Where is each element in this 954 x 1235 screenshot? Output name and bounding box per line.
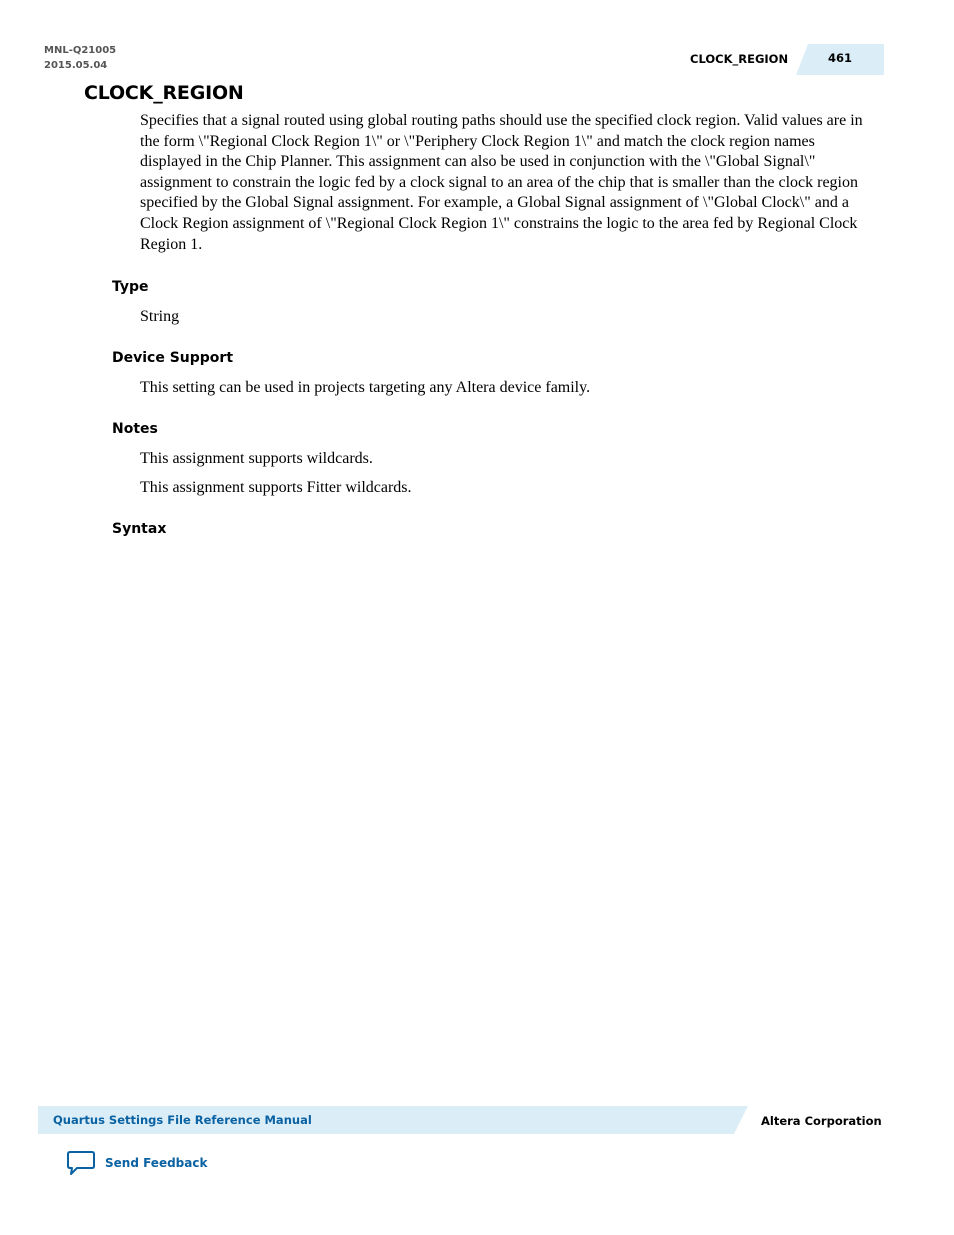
- document-number: MNL-Q21005: [44, 45, 117, 56]
- type-heading: Type: [112, 279, 149, 295]
- type-value: String: [140, 308, 180, 325]
- page-number: 461: [828, 51, 853, 65]
- note-item: This assignment supports Fitter wildcards.: [140, 479, 412, 496]
- send-feedback-label: Send Feedback: [105, 1156, 208, 1170]
- notes-heading: Notes: [112, 421, 158, 437]
- send-feedback-link[interactable]: [66, 1150, 207, 1176]
- device-support-heading: Device Support: [112, 350, 234, 366]
- running-header-section: CLOCK_REGION: [690, 52, 789, 66]
- company-name: Altera Corporation: [761, 1114, 882, 1128]
- note-item: This assignment supports wildcards.: [140, 450, 373, 467]
- document-id: [44, 43, 116, 73]
- description-paragraph: Specifies that a signal routed using global routing paths should use the specified clock region. Valid values are in the form \"Regional Clock Region 1\" or \"Periphery Clock Region 1\" and match the clock region names displayed in the Chip Planner. This assignment can also be used in conjunction with the \"Global Signal\" assignment to constrain the logic fed by a clock signal to an area of the chip that is smaller than the clock region specified by the Global Signal assignment. For example, a Global Signal assignment of \"Global Clock\" and a Clock Region assignment of \"Regional Clock Region 1\" constrains the logic to the area fed by Regional Clock Region 1.: [140, 112, 863, 253]
- document-date: 2015.05.04: [44, 60, 108, 71]
- page-title: CLOCK_REGION: [84, 82, 244, 104]
- speech-bubble-icon: [66, 1150, 96, 1176]
- syntax-heading: Syntax: [112, 521, 167, 537]
- device-support-text: This setting can be used in projects targeting any Altera device family.: [140, 379, 591, 396]
- manual-name-link[interactable]: Quartus Settings File Reference Manual: [53, 1113, 312, 1127]
